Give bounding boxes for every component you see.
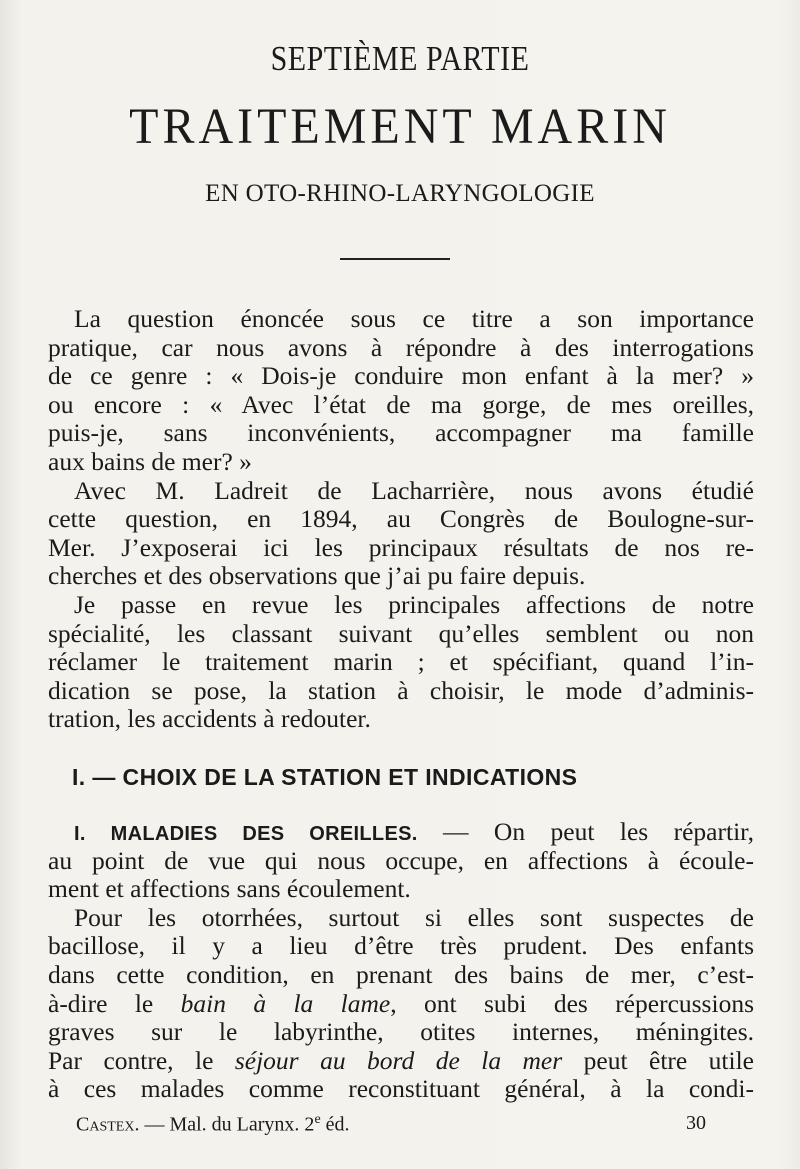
- text-line: réclamer le traitement marin ; et spécifiant, quand l’in-: [48, 648, 754, 677]
- text-line: dans cette condition, en prenant des bains de mer, c’est-: [48, 960, 754, 989]
- text-line: au point de vue qui nous occupe, en affections à écoule-: [48, 846, 754, 875]
- text-line: cherches et des observations que j’ai pu faire depuis.: [48, 562, 586, 591]
- text-fragment: peut être utile: [562, 1046, 754, 1075]
- text-line: Mer. J’exposerai ici les principaux résultats de nos re-: [48, 533, 754, 562]
- text-line: à ces malades comme reconstituant général, à la condi-: [48, 1075, 754, 1104]
- footer-author: Castex.: [76, 1113, 140, 1136]
- italic-phrase: bain à la lame: [180, 989, 391, 1018]
- text-line: aux bains de mer? »: [48, 447, 252, 476]
- text-line: puis-je, sans inconvénients, accompagner ma famille: [48, 419, 754, 448]
- text-line: spécialité, les classant suivant qu’elles semblent ou non: [48, 619, 754, 648]
- text-line: de ce genre : « Dois-je conduire mon enfant à la mer? »: [48, 362, 754, 391]
- text-line: bacillose, il y a lieu d’être très prudent. Des enfants: [48, 932, 754, 961]
- text-line: Avec M. Ladreit de Lacharrière, nous avons étudié: [74, 476, 754, 505]
- footer-book: — Mal. du Larynx. 2: [139, 1113, 315, 1136]
- italic-phrase: séjour au bord de la mer: [234, 1046, 563, 1075]
- text-line: graves sur le labyrinthe, otites internes, méningites.: [48, 1018, 754, 1047]
- text-line: pratique, car nous avons à répondre à des interrogations: [48, 333, 754, 362]
- text-fragment: à-dire le: [48, 989, 181, 1018]
- text-line: [48, 818, 754, 847]
- footer-citation: [76, 1112, 350, 1137]
- text-line: [48, 1047, 754, 1076]
- page-number: 30: [686, 1112, 706, 1134]
- section-heading: I. — CHOIX DE LA STATION ET INDICATIONS: [72, 764, 578, 790]
- footer-edition-sup: e: [314, 1112, 321, 1127]
- text-line: Je passe en revue les principales affections de notre: [74, 590, 754, 619]
- text-line: La question énoncée sous ce titre a son importance: [74, 305, 754, 333]
- intro-paragraphs: [48, 305, 754, 734]
- section-paragraphs: [48, 818, 754, 1104]
- chapter-subtitle: EN OTO-RHINO-LARYNGOLOGIE: [205, 180, 595, 207]
- title-divider: [340, 258, 450, 260]
- text-line: dication se pose, la station à choisir, le mode d’adminis-: [48, 676, 754, 705]
- text-fragment: — On peut les répartir,: [417, 818, 754, 846]
- text-line: Pour les otorrhées, surtout si elles sont suspectes de: [74, 903, 754, 932]
- part-title: SEPTIÈME PARTIE: [270, 40, 530, 78]
- text-fragment: , ont subi des répercussions: [390, 989, 754, 1018]
- footer-edition: éd.: [320, 1113, 350, 1136]
- text-line: cette question, en 1894, au Congrès de Boulogne-sur-: [48, 505, 754, 534]
- text-line: tration, les accidents à redouter.: [48, 705, 371, 734]
- text-line: [48, 990, 754, 1019]
- subsection-label: I. MALADIES DES OREILLES.: [74, 823, 418, 845]
- text-fragment: Par contre, le: [48, 1046, 235, 1075]
- text-line: ou encore : « Avec l’état de ma gorge, de mes oreilles,: [48, 390, 754, 419]
- chapter-title: TRAITEMENT MARIN: [129, 99, 671, 155]
- text-line: ment et affections sans écoulement.: [48, 875, 411, 904]
